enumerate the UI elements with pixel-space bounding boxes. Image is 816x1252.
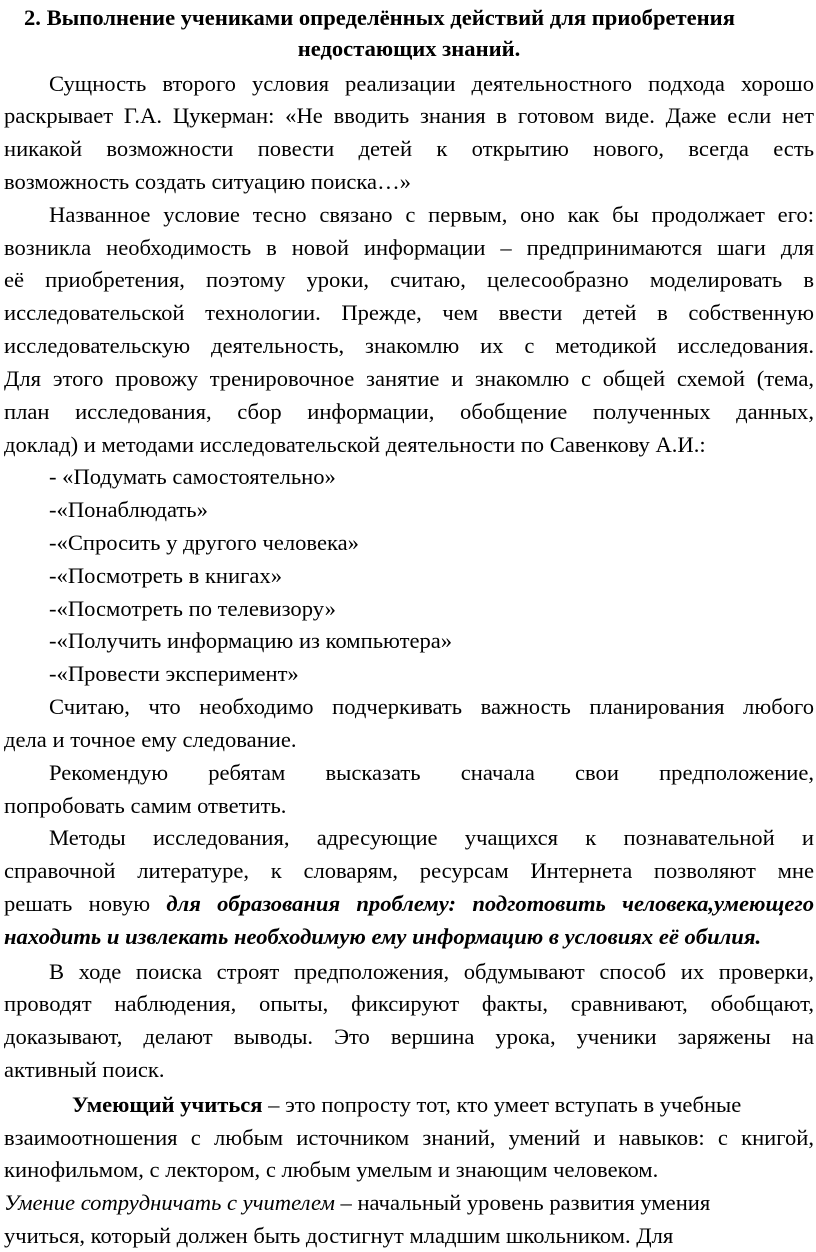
method-list-item: -«Получить информацию из компьютера» (49, 628, 453, 654)
paragraph-8-line-2: учиться, который должен быть достигнут младшим школьником. Для (4, 1223, 674, 1248)
paragraph-3-line-2: дела и точное ему следование. (4, 726, 297, 752)
section-heading-line-1: 2. Выполнение учениками определённых действий для приобретения (24, 4, 735, 30)
paragraph-8-line-1 (4, 1187, 710, 1219)
paragraph-2-line-7: план исследования, сбор информации, обобщение полученных данных, (4, 398, 814, 424)
paragraph-1-line-1: Сущность второго условия реализации деятельностного подхода хорошо (49, 70, 814, 96)
paragraph-2-line-2: возникла необходимость в новой информации – предпринимаются шаги для (4, 234, 814, 260)
term-umenie-sotrudnichat: Умение сотрудничать с учителем (4, 1190, 335, 1216)
paragraph-8-definition: – начальный уровень развития умения (334, 1190, 711, 1216)
paragraph-2-line-5: исследовательскую деятельность, знакомлю их с методикой исследования. (4, 333, 814, 359)
paragraph-5-line-4: находить и извлекать необходимую ему информацию в условиях её обилия. (4, 923, 762, 949)
paragraph-5-line-1: Методы исследования, адресующие учащихся к познавательной и (49, 825, 814, 851)
paragraph-2-line-3: её приобретения, поэтому уроки, считаю, целесообразно моделировать в (4, 267, 814, 293)
paragraph-4-line-2: попробовать самим ответить. (4, 792, 287, 818)
method-list-item: -«Провести эксперимент» (49, 661, 299, 687)
paragraph-5-emphasis: для образования проблему: подготовить человека,умеющего (166, 890, 814, 916)
paragraph-2-line-8: доклад) и методами исследовательской деятельности по Савенкову А.И.: (4, 431, 706, 457)
method-list-item: -«Понаблюдать» (49, 497, 208, 523)
term-umeyushchiy-uchitsya: Умеющий учиться (72, 1091, 263, 1117)
section-heading-line-2: недостающих знаний. (297, 35, 521, 61)
paragraph-3-line-1: Считаю, что необходимо подчеркивать важность планирования любого (49, 694, 814, 720)
paragraph-5-line-2: справочной литературе, к словарям, ресурсам Интернета позволяют мне (4, 858, 814, 884)
paragraph-2-line-1: Названное условие тесно связано с первым, оно как бы продолжает его: (49, 201, 814, 227)
paragraph-6-line-4: активный поиск. (4, 1056, 165, 1082)
paragraph-7-line-2: взаимоотношения с любым источником знаний, умений и навыков: с книгой, (4, 1124, 814, 1150)
method-list-item: - «Подумать самостоятельно» (49, 464, 336, 490)
method-list-item: -«Спросить у другого человека» (49, 529, 359, 555)
method-list-item: -«Посмотреть по телевизору» (49, 595, 336, 621)
paragraph-6-line-1: В ходе поиска строят предположения, обдумывают способ их проверки, (49, 958, 814, 984)
paragraph-7-line-3: кинофильмом, с лектором, с любым умелым и знающим человеком. (4, 1157, 659, 1183)
paragraph-6-line-3: доказывают, делают выводы. Это вершина урока, ученики заряжены на (4, 1024, 814, 1050)
paragraph-6-line-2: проводят наблюдения, опыты, фиксируют факты, сравнивают, обобщают, (4, 991, 814, 1017)
paragraph-2-line-6: Для этого провожу тренировочное занятие и знакомлю с общей схемой (тема, (4, 365, 814, 391)
method-list-item: -«Посмотреть в книгах» (49, 562, 282, 588)
paragraph-4-line-1: Рекомендую ребятам высказать сначала свои предположение, (49, 759, 814, 785)
paragraph-1-line-3: никакой возможности повести детей к открытию нового, всегда есть (4, 136, 814, 162)
paragraph-5-plain-text: решать новую (4, 890, 167, 916)
paragraph-1-line-4: возможность создать ситуацию поиска…» (4, 169, 411, 194)
paragraph-5-line-3 (4, 888, 814, 920)
paragraph-7-line-1 (72, 1089, 741, 1121)
paragraph-2-line-4: исследовательской технологии. Прежде, чем ввести детей в собственную (4, 300, 814, 326)
paragraph-1-line-2: раскрывает Г.А. Цукерман: «Не вводить знания в готовом виде. Даже если нет (4, 103, 814, 129)
paragraph-7-definition: – это попросту тот, кто умеет вступать в учебные (262, 1091, 742, 1117)
